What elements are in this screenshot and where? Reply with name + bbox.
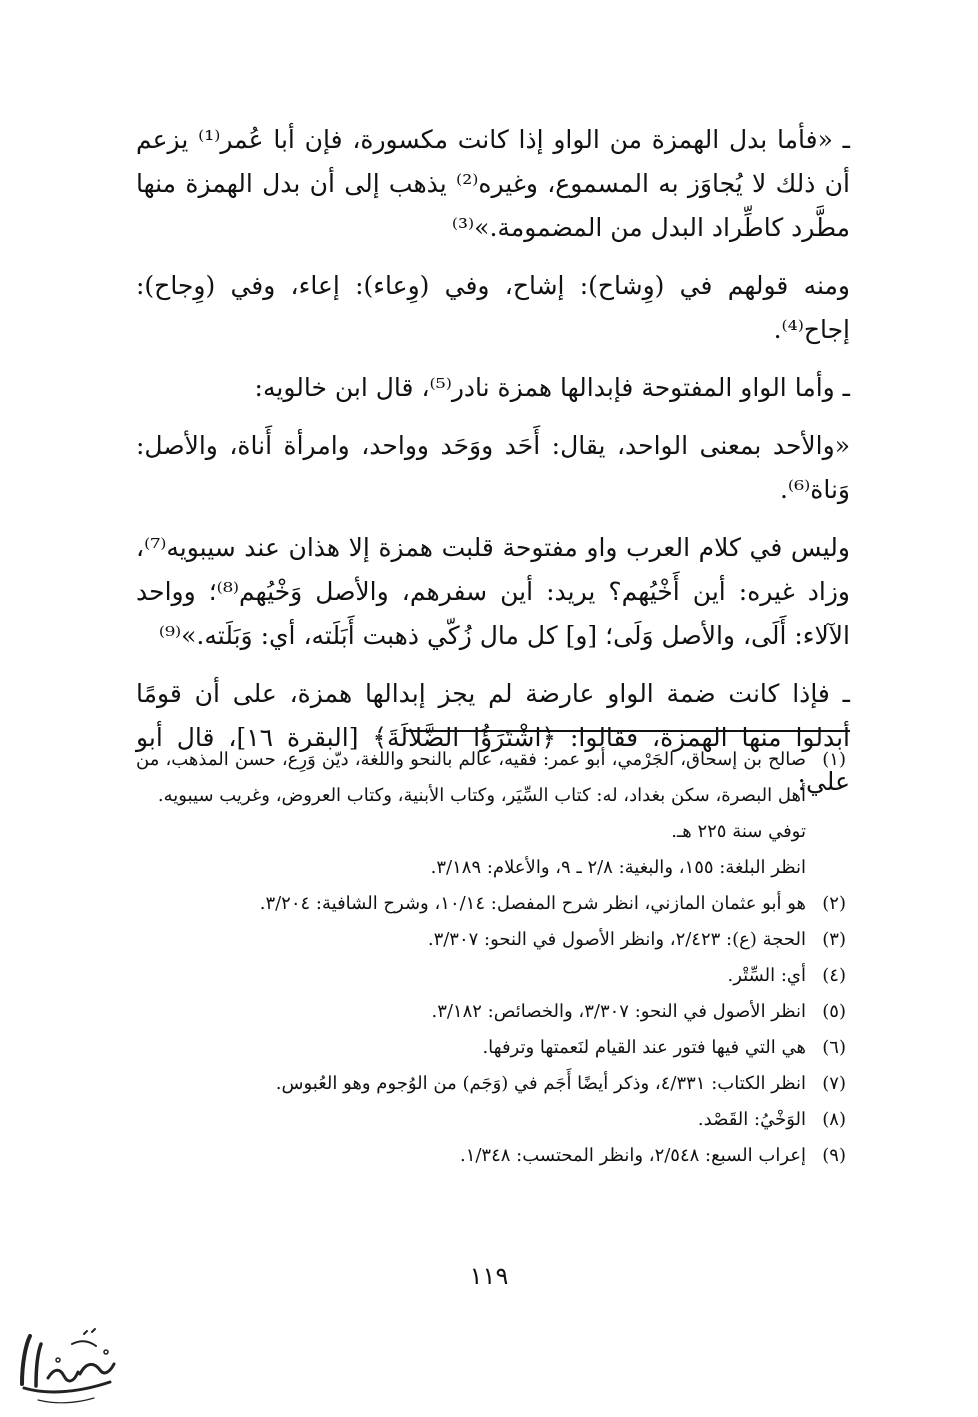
paragraph: ومنه قولهم في (وِشاح): إشاح، وفي (وِعاء): إعاء، وفي (وِجاح): إجاح⁽⁴⁾. <box>136 271 850 344</box>
footnote-text: هي التي فيها فتور عند القيام لنَعمتها وترفها. <box>482 1037 806 1058</box>
footnote-text: إعراب السبع: ٢/٥٤٨، وانظر المحتسب: ١/٣٤٨. <box>459 1145 806 1166</box>
footnote-text: أي: السِّتْر. <box>727 965 806 986</box>
footnote-7 <box>136 1066 846 1102</box>
footnote-line: توفي سنة ٢٢٥ هـ. <box>671 821 806 842</box>
footnote-8 <box>136 1102 846 1138</box>
footnote-text: الحجة (ع): ٢/٤٢٣، وانظر الأصول في النحو: ٣/٣٠٧. <box>427 929 806 950</box>
footnote-text: هو أبو عثمان المازني، انظر شرح المفصل: ١٠/١٤، وشرح الشافية: ٣/٢٠٤. <box>259 893 806 914</box>
footnote-number: (٦) <box>822 1037 846 1058</box>
page-number: ١١٩ <box>469 1262 509 1290</box>
footnote-4 <box>136 958 846 994</box>
footnote-number: (٤) <box>822 965 846 986</box>
footnote-5 <box>136 994 846 1030</box>
footnote-line: انظر البلغة: ١٥٥، والبغية: ٢/٨ ـ ٩، والأعلام: ٣/١٨٩. <box>430 857 806 878</box>
footnote-number: (٢) <box>822 893 846 914</box>
footnote-3 <box>136 922 846 958</box>
paragraph: ـ «فأما بدل الهمزة من الواو إذا كانت مكسورة، فإن أبا عُمر⁽¹⁾ يزعم أن ذلك لا يُجاوَز به المسموع، وغيره⁽²⁾ يذهب إلى أن بدل الهمزة منها مطَّرد كاطِّراد البدل من المضمومة.»⁽³⁾ <box>136 125 850 242</box>
footnote-number: (٥) <box>822 1001 846 1022</box>
footnote-text: صالح بن إسحاق، الجَرْمي، أبو عمر: فقيه، عالم بالنحو واللغة، ديّن وَرِع، حسن المذهب، من أهل البصرة، سكن بغداد، له: كتاب السِّيَر، وكتاب الأبنية، وكتاب العروض، وغريب سيبويه. <box>136 749 806 806</box>
paragraph: ـ وأما الواو المفتوحة فإبدالها همزة نادر⁽⁵⁾، قال ابن خالويه: <box>254 373 850 402</box>
paragraph: وليس في كلام العرب واو مفتوحة قلبت همزة إلا هذان عند سيبويه⁽⁷⁾، وزاد غيره: أين أَخْيُهم؟ يريد: أين سفرهم، والأصل وَخْيُهم⁽⁸⁾؛ وواحد الآلاء: أَلَى، والأصل وَلَى؛ [و] كل مال زُكّي ذهبت أَبَلَته، أي: وَبَلَته.»⁽⁹⁾ <box>136 533 850 650</box>
footnote-text: انظر الكتاب: ٤/٣٣١، وذكر أيضًا أَجَم في (وَجَم) من الوُجوم وهو العُبوس. <box>275 1073 806 1094</box>
footnote-number: (٨) <box>822 1109 846 1130</box>
footnote-1 <box>136 742 846 814</box>
footnote-number: (٩) <box>822 1145 846 1166</box>
footnote-number: (٣) <box>822 929 846 950</box>
footnote-divider <box>406 730 850 732</box>
footnote-9 <box>136 1138 846 1174</box>
footnote-text: انظر الأصول في النحو: ٣/٣٠٧، والخصائص: ٣/١٨٢. <box>431 1001 806 1022</box>
footnote-text: الوَخْيُ: القَصْد. <box>697 1109 806 1130</box>
footnote-6 <box>136 1030 846 1066</box>
footnote-number: (٧) <box>822 1073 846 1094</box>
main-text <box>136 118 850 818</box>
calligraphy-stamp-logo <box>14 1322 124 1408</box>
paragraph: ـ فإذا كانت ضمة الواو عارضة لم يجز إبدالها همزة، على أن قومًا أبدلوا منها الهمزة، فقالوا: ﴿اشْتَرَؤُا الضَّلالَةَ﴾ [البقرة ١٦]، قال أبو علي: <box>136 679 850 796</box>
footnote-number: (١) <box>822 749 846 770</box>
calligraphy-stamp-icon <box>14 1322 124 1408</box>
footnote-2 <box>136 886 846 922</box>
footnotes <box>136 742 846 1174</box>
paragraph: «والأحد بمعنى الواحد، يقال: أَحَد ووَحَد وواحد، وامرأة أَناة، والأصل: وَناة⁽⁶⁾. <box>136 431 850 504</box>
